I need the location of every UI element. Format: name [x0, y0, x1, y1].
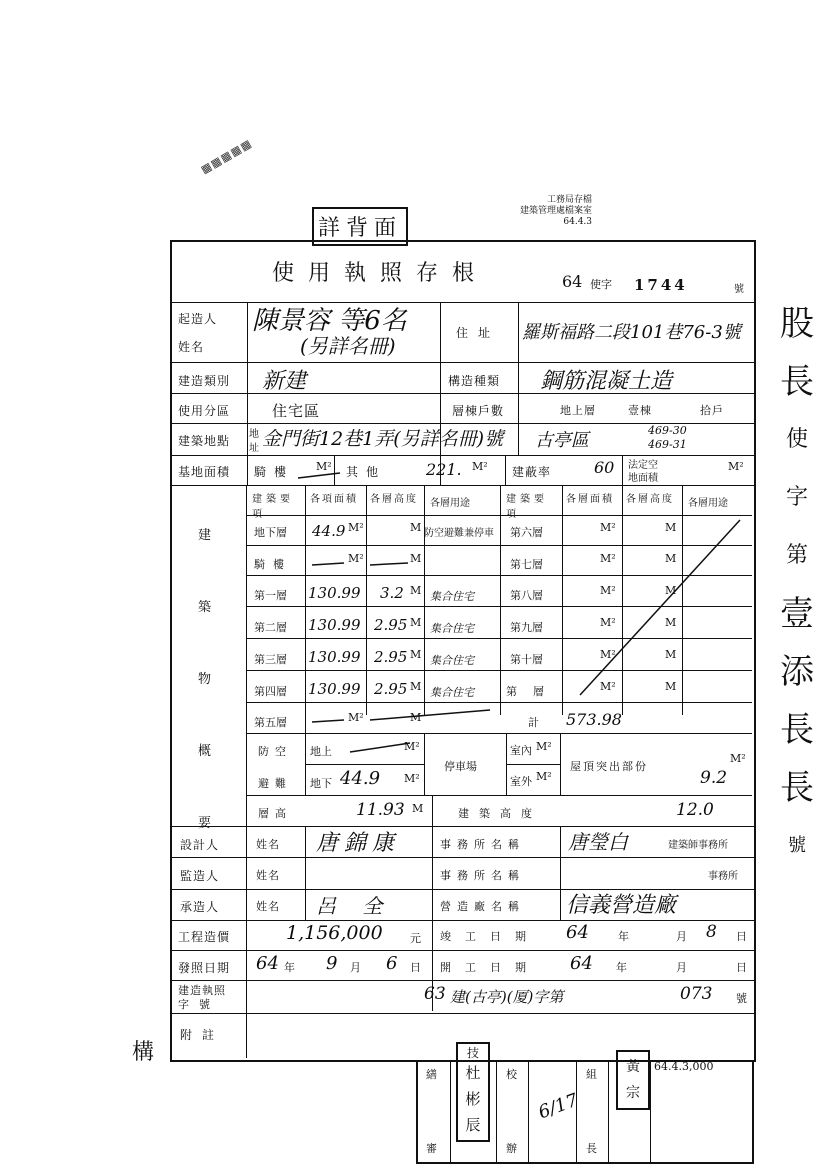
lot-value: 古亭區 [535, 430, 589, 451]
designer-name-label: 姓名 [256, 838, 280, 851]
floor-right-name: 第七層 [510, 558, 543, 571]
footer-cell-label: 辦 [506, 1142, 517, 1155]
legal-label-1: 法定空 [628, 460, 658, 471]
finish-year: 64 [566, 922, 589, 943]
outdoor-unit: M² [536, 770, 552, 783]
right-margin-char: 長 [780, 768, 814, 808]
floor-left-area: 130.99 [308, 616, 361, 634]
issue-month: 9 [326, 953, 338, 974]
unit-m2: M² [600, 680, 616, 693]
floor-right-name: 第十層 [510, 653, 543, 666]
supervisor-office-note: 事務所 [708, 871, 738, 882]
right-margin-char: 使 [785, 427, 808, 452]
side-label-char: 築 [198, 600, 212, 615]
floor-left-use: 防空避難兼停車 [424, 528, 494, 539]
print-info: 64.4.3,000 [654, 1060, 714, 1073]
unit-m: M [665, 584, 677, 597]
supervisor-name-label: 姓名 [256, 869, 280, 882]
col-header: 各層用途 [430, 498, 470, 509]
floors-label: 層棟戶數 [452, 404, 505, 418]
floors-a: 地上層 [560, 404, 596, 417]
start-label: 開工日期 [440, 961, 540, 974]
contractor-name-label: 姓名 [256, 900, 280, 913]
tech-stamp-name: 杜彬辰 [465, 1064, 481, 1134]
floor-right-name: 第六層 [510, 526, 543, 539]
category-label: 建造類別 [178, 374, 231, 388]
other-unit: M² [472, 460, 488, 473]
contractor-firm: 信義營造廠 [566, 893, 677, 918]
address-label: 住址 [456, 326, 501, 340]
zone-value: 住宅區 [272, 402, 321, 420]
unit-m: M [665, 616, 677, 629]
roof-unit: M² [730, 752, 746, 765]
issue-month-unit: 月 [350, 961, 361, 974]
chief-stamp: 黃宗 [616, 1050, 650, 1110]
footer-cell-label: 長 [586, 1142, 597, 1155]
designer-label: 設計人 [180, 838, 220, 852]
start-month-unit: 月 [676, 961, 687, 974]
right-margin-char: 字 [785, 485, 808, 510]
below-value: 44.9 [340, 768, 381, 789]
right-margin-char: 長 [780, 710, 814, 750]
cert-mid: 使字 [590, 278, 612, 291]
contractor-label: 承造人 [180, 900, 220, 914]
archive-stamp-line2: 建築管理處檔案室 [520, 206, 593, 216]
detail-back-tab: 詳背面 [312, 207, 408, 246]
unit-m: M [665, 521, 677, 534]
finish-day: 8 [706, 922, 717, 942]
footer-cell-label: 審 [426, 1142, 437, 1155]
issue-year: 64 [256, 953, 279, 974]
floor-left-height: 2.95 [374, 680, 408, 698]
air-raid-label-1: 防空 [258, 745, 292, 758]
structure-value: 鋼筋混凝土造 [540, 369, 673, 394]
permit-mid: 建(古亭)(厦)字第 [450, 988, 564, 1006]
right-margin-char: 長 [780, 362, 814, 402]
arcade-label: 騎樓 [254, 465, 295, 479]
tech-stamp-label: 技 [466, 1046, 479, 1060]
building-height-value: 12.0 [676, 800, 714, 820]
supervisor-label: 監造人 [180, 869, 220, 883]
cert-suffix: 號 [734, 284, 744, 295]
lot-number-2: 469-31 [648, 438, 687, 451]
footer-cell-label: 繕 [426, 1068, 437, 1081]
unit-m2: M² [348, 552, 364, 565]
finish-day-unit: 日 [736, 930, 747, 943]
site-prefix-2: 址 [249, 443, 259, 454]
builder-name: 陳景容 等6名 [252, 306, 407, 336]
floor-right-name: 第九層 [510, 621, 543, 634]
floors-b: 壹棟 [628, 404, 652, 417]
unit-m: M [665, 648, 677, 661]
col-header: 建築要項 [506, 494, 548, 520]
permit-label-1: 建造執照 [178, 984, 226, 997]
start-year-unit: 年 [616, 961, 627, 974]
other-value: 221. [426, 460, 462, 479]
supervisor-office-label: 事務所名稱 [440, 869, 525, 882]
side-label-char: 概 [198, 744, 212, 759]
floor-left-name: 騎樓 [254, 558, 292, 571]
left-margin-mark: 構 [132, 1040, 155, 1065]
finish-year-unit: 年 [618, 930, 629, 943]
zone-label: 使用分區 [178, 404, 231, 418]
col-header: 各項面積 [310, 494, 358, 505]
floor-left-name: 第四層 [254, 685, 287, 698]
floor-left-area: 130.99 [308, 584, 361, 602]
permit-year: 63 [424, 984, 446, 1004]
floor-height-value: 11.93 [356, 800, 405, 820]
finish-month-unit: 月 [676, 930, 687, 943]
col-header: 建築要項 [252, 494, 294, 520]
col-header: 各層面積 [566, 494, 614, 505]
floor-height-label: 層高 [258, 807, 292, 820]
floor-right-name: 第八層 [510, 589, 543, 602]
total-area: 573.98 [566, 710, 622, 729]
issue-day-unit: 日 [410, 961, 421, 974]
cost-unit: 元 [410, 932, 421, 945]
issue-day: 6 [386, 953, 398, 974]
remark-label: 附註 [180, 1028, 225, 1042]
col-header: 各層高度 [370, 494, 418, 505]
below-unit: M² [404, 772, 420, 785]
cert-number: 1744 [634, 276, 688, 294]
floor-left-area: 130.99 [308, 680, 361, 698]
contractor-name: 呂 全 [316, 894, 393, 918]
floor-left-use: 集合住宅 [430, 590, 474, 603]
below-label: 地下 [310, 777, 332, 790]
unit-m2: M² [348, 521, 364, 534]
floor-left-name: 第三層 [254, 653, 287, 666]
builder-note: (另詳名冊) [300, 334, 396, 358]
site-value: 金門街12巷1弄(另詳名冊)號 [262, 428, 504, 450]
side-label-char: 物 [198, 672, 212, 687]
unit-m: M [410, 521, 422, 534]
floor-left-use: 集合住宅 [430, 686, 474, 699]
permit-suffix: 號 [736, 992, 747, 1005]
right-margin-char: 股 [780, 304, 814, 344]
floor-left-name: 第二層 [254, 621, 287, 634]
unit-m2: M² [600, 616, 616, 629]
start-year: 64 [570, 953, 593, 974]
cost-label: 工程造價 [178, 930, 231, 944]
issue-year-unit: 年 [284, 961, 295, 974]
floor-left-height: 3.2 [380, 584, 404, 602]
floor-left-height: 2.95 [374, 616, 408, 634]
lot-number-1: 469-30 [648, 424, 687, 437]
designer-office-label: 事務所名稱 [440, 838, 525, 851]
legal-unit: M² [728, 460, 744, 473]
right-margin-char: 壹 [780, 594, 814, 634]
roof-label: 屋頂突出部份 [570, 760, 648, 773]
floor-left-use: 集合住宅 [430, 654, 474, 667]
legal-label-2: 地面積 [628, 473, 658, 484]
building-height-label: 建築高度 [458, 807, 542, 820]
unit-m: M [410, 616, 422, 629]
unit-m: M [410, 584, 422, 597]
area-label: 基地面積 [178, 465, 231, 479]
floor-left-height: 2.95 [374, 648, 408, 666]
site-prefix-1: 地 [249, 429, 259, 440]
tech-stamp [456, 1042, 490, 1142]
above-label: 地上 [310, 745, 332, 758]
unit-m2: M² [600, 552, 616, 565]
unit-m: M [410, 711, 422, 724]
side-label-char: 建 [198, 528, 212, 543]
unit-m: M [665, 680, 677, 693]
floors-c: 拾戶 [700, 404, 724, 417]
coverage-label: 建蔽率 [512, 465, 552, 479]
coverage-value: 60 [594, 458, 615, 477]
form-title: 使用執照存根 [272, 261, 489, 286]
floor-left-name: 地下層 [254, 526, 287, 539]
floor-height-unit: M [412, 802, 424, 815]
indoor-label: 室內 [510, 744, 532, 757]
unit-m: M [410, 552, 422, 565]
side-label-char: 要 [198, 816, 212, 831]
designer-name: 唐錦康 [316, 831, 401, 856]
unit-m2: M² [348, 711, 364, 724]
floor-left-area: 130.99 [308, 648, 361, 666]
floor-right-name: 計 [528, 716, 539, 729]
outdoor-label: 室外 [510, 775, 532, 788]
cost-value: 1,156,000 [286, 922, 383, 944]
cert-prefix: 64 [562, 272, 583, 291]
col-header: 各層高度 [626, 494, 674, 505]
right-margin-char: 添 [780, 652, 814, 692]
other-label: 其他 [346, 465, 387, 479]
permit-number: 073 [680, 984, 713, 1004]
start-day-unit: 日 [736, 961, 747, 974]
right-margin-char: 號 [788, 835, 806, 856]
col-header: 各層用途 [688, 498, 728, 509]
address-value: 羅斯福路二段101巷76-3號 [522, 322, 741, 343]
floor-right-name: 第層 [506, 685, 560, 698]
floor-left-area: 44.9 [312, 522, 346, 540]
diagonal-stamp: ▦▦▦▦▦ [198, 136, 255, 177]
designer-office-note: 建築師事務所 [668, 840, 728, 851]
contractor-firm-label: 營造廠名稱 [440, 900, 525, 913]
archive-stamp-small: 64.4.3 [563, 217, 593, 227]
right-margin-char: 第 [785, 543, 808, 568]
archive-stamp-line1: 工務局存檔 [547, 195, 593, 205]
floor-left-name: 第一層 [254, 589, 287, 602]
floor-left-name: 第五層 [254, 716, 287, 729]
footer-cell-label: 組 [586, 1068, 597, 1081]
floor-left-use: 集合住宅 [430, 622, 474, 635]
air-raid-label-2: 避難 [258, 777, 292, 790]
arcade-unit: M² [316, 460, 332, 473]
roof-value: 9.2 [700, 768, 728, 788]
builder-name-label: 姓名 [178, 340, 205, 354]
check-value: 6/17 [535, 1089, 581, 1124]
above-unit: M² [404, 740, 420, 753]
issue-label: 發照日期 [178, 961, 231, 975]
designer-office: 唐瑩白 [568, 830, 628, 854]
unit-m: M [410, 648, 422, 661]
category-value: 新建 [262, 369, 307, 394]
finish-label: 竣工日期 [440, 930, 540, 943]
unit-m2: M² [600, 584, 616, 597]
parking-label: 停車場 [444, 760, 477, 773]
unit-m: M [410, 680, 422, 693]
unit-m2: M² [600, 648, 616, 661]
footer-cell-label: 校 [506, 1068, 517, 1081]
unit-m: M [665, 552, 677, 565]
structure-label: 構造種類 [448, 374, 501, 388]
indoor-unit: M² [536, 740, 552, 753]
permit-label-2: 字號 [178, 998, 220, 1011]
unit-m2: M² [600, 521, 616, 534]
site-label: 建築地點 [178, 434, 231, 448]
builder-label: 起造人 [178, 312, 218, 326]
